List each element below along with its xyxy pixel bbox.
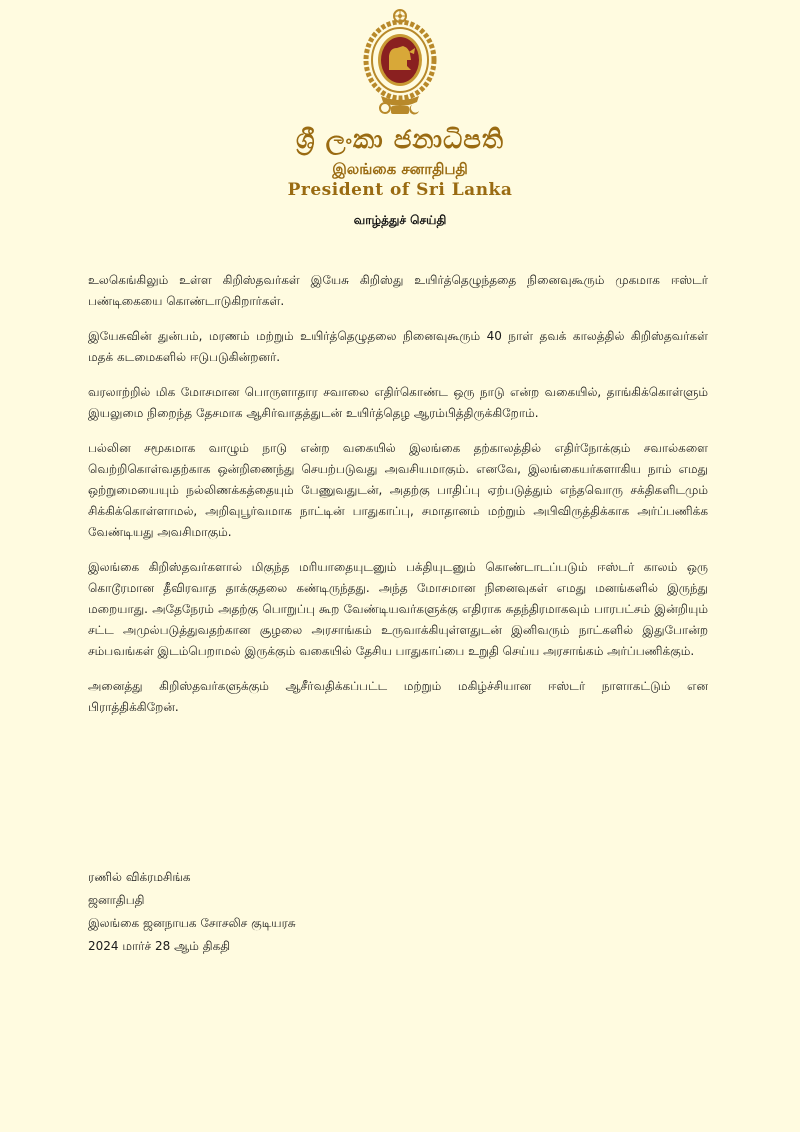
body-paragraph-3: வரலாற்றில் மிக மோசமான பொருளாதார சவாலை எதிர்கொண்ட ஒரு நாடு என்ற வகையில், தாங்கிக்கொள்ளும் இயலுமை நிறைந்த தேசமாக ஆசிர்வாதத்துடன் உயிர்த்தெழ ஆரம்பித்திருக்கிறோம். — [88, 385, 708, 420]
letter-subject: வாழ்த்துச் செய்தி — [353, 213, 447, 227]
body-paragraph-1: உலகெங்கிலும் உள்ள கிறிஸ்தவர்கள் இயேசு கிறிஸ்து உயிர்த்தெழுந்ததை நினைவுகூரும் முகமாக ஈஸ்டர் பண்டிகையை கொண்டாடுகிறார்கள். — [88, 273, 708, 308]
body-paragraph-5: இலங்கை கிறிஸ்தவர்களால் மிகுந்த மரியாதையுடனும் பக்தியுடனும் கொண்டாடப்படும் ஈஸ்டர் காலம் ஒரு கொடூரமான தீவிரவாத தாக்குதலை கண்டிருந்தது. அந்த மோசமான நினைவுகள் எமது மனங்களில் இருந்து மறையாது. அதேநேரம் அதற்கு பொறுப்பு கூற வேண்டியவர்களுக்கு எதிராக சுதந்திரமாகவும் பாரபட்சம் இன்றியும் சட்ட அமுல்படுத்துவதற்கான சூழலை அரசாங்கம் உருவாக்கியுள்ளதுடன் இனிவரும் நாட்களில் இதுபோன்ற சம்பவங்கள் இடம்பெறாமல் இருக்கும் வகையில் தேசிய பாதுகாப்பை உறுதி செய்ய அரசாங்கம் அர்ப்பணிக்கும். — [88, 560, 708, 658]
letterhead-tamil-title: இலங்கை சனாதிபதி — [332, 160, 468, 178]
signatory-name: ரணில் விக்ரமசிங்க — [88, 870, 191, 884]
letterhead-english-title: President of Sri Lanka — [287, 180, 513, 200]
body-paragraph-2: இயேசுவின் துன்பம், மரணம் மற்றும் உயிர்த்தெழுதலை நினைவுகூரும் 40 நாள் தவக் காலத்தில் கிறிஸ்தவர்கள் மதக் கடமைகளில் ஈடுபடுகின்றனர். — [88, 329, 708, 364]
body-paragraph-4: பல்லின சமூகமாக வாழும் நாடு என்ற வகையில் இலங்கை தற்காலத்தில் எதிர்நோக்கும் சவால்களை வெற்றிகொள்வதற்காக ஒன்றிணைந்து செயற்படுவது அவசியமாகும். எனவே, இலங்கையர்களாகிய நாம் எமது ஒற்றுமையையும் நல்லிணக்கத்தையும் பேணுவதுடன், அதற்கு பாதிப்பு ஏற்படுத்தும் எந்தவொரு சக்திகளிடமும் சிக்கிக்கொள்ளாமல், அறிவுபூர்வமாக நாட்டின் பாதுகாப்பு, சமாதானம் மற்றும் அபிவிருத்திக்காக அர்ப்பணிக்க வேண்டியது அவசிமாகும். — [88, 441, 708, 539]
letter-date: 2024 மார்ச் 28 ஆம் திகதி — [88, 939, 231, 953]
body-paragraph-6: அனைத்து கிறிஸ்தவர்களுக்கும் ஆசீர்வதிக்கப்பட்ட மற்றும் மகிழ்ச்சியான ஈஸ்டர் நாளாகட்டும் என பிராத்திக்கிறேன். — [88, 679, 708, 714]
letter-body — [88, 270, 708, 732]
letterhead-sinhala-title: ශ්‍රී ලංකා ජනාධිපති — [295, 125, 505, 155]
signatory-title: ஜனாதிபதி — [88, 893, 145, 907]
signature-block — [88, 866, 296, 958]
signatory-country: இலங்கை ஜனநாயக சோசலிச குடியரசு — [88, 916, 296, 930]
sri-lanka-emblem-icon — [359, 8, 441, 118]
